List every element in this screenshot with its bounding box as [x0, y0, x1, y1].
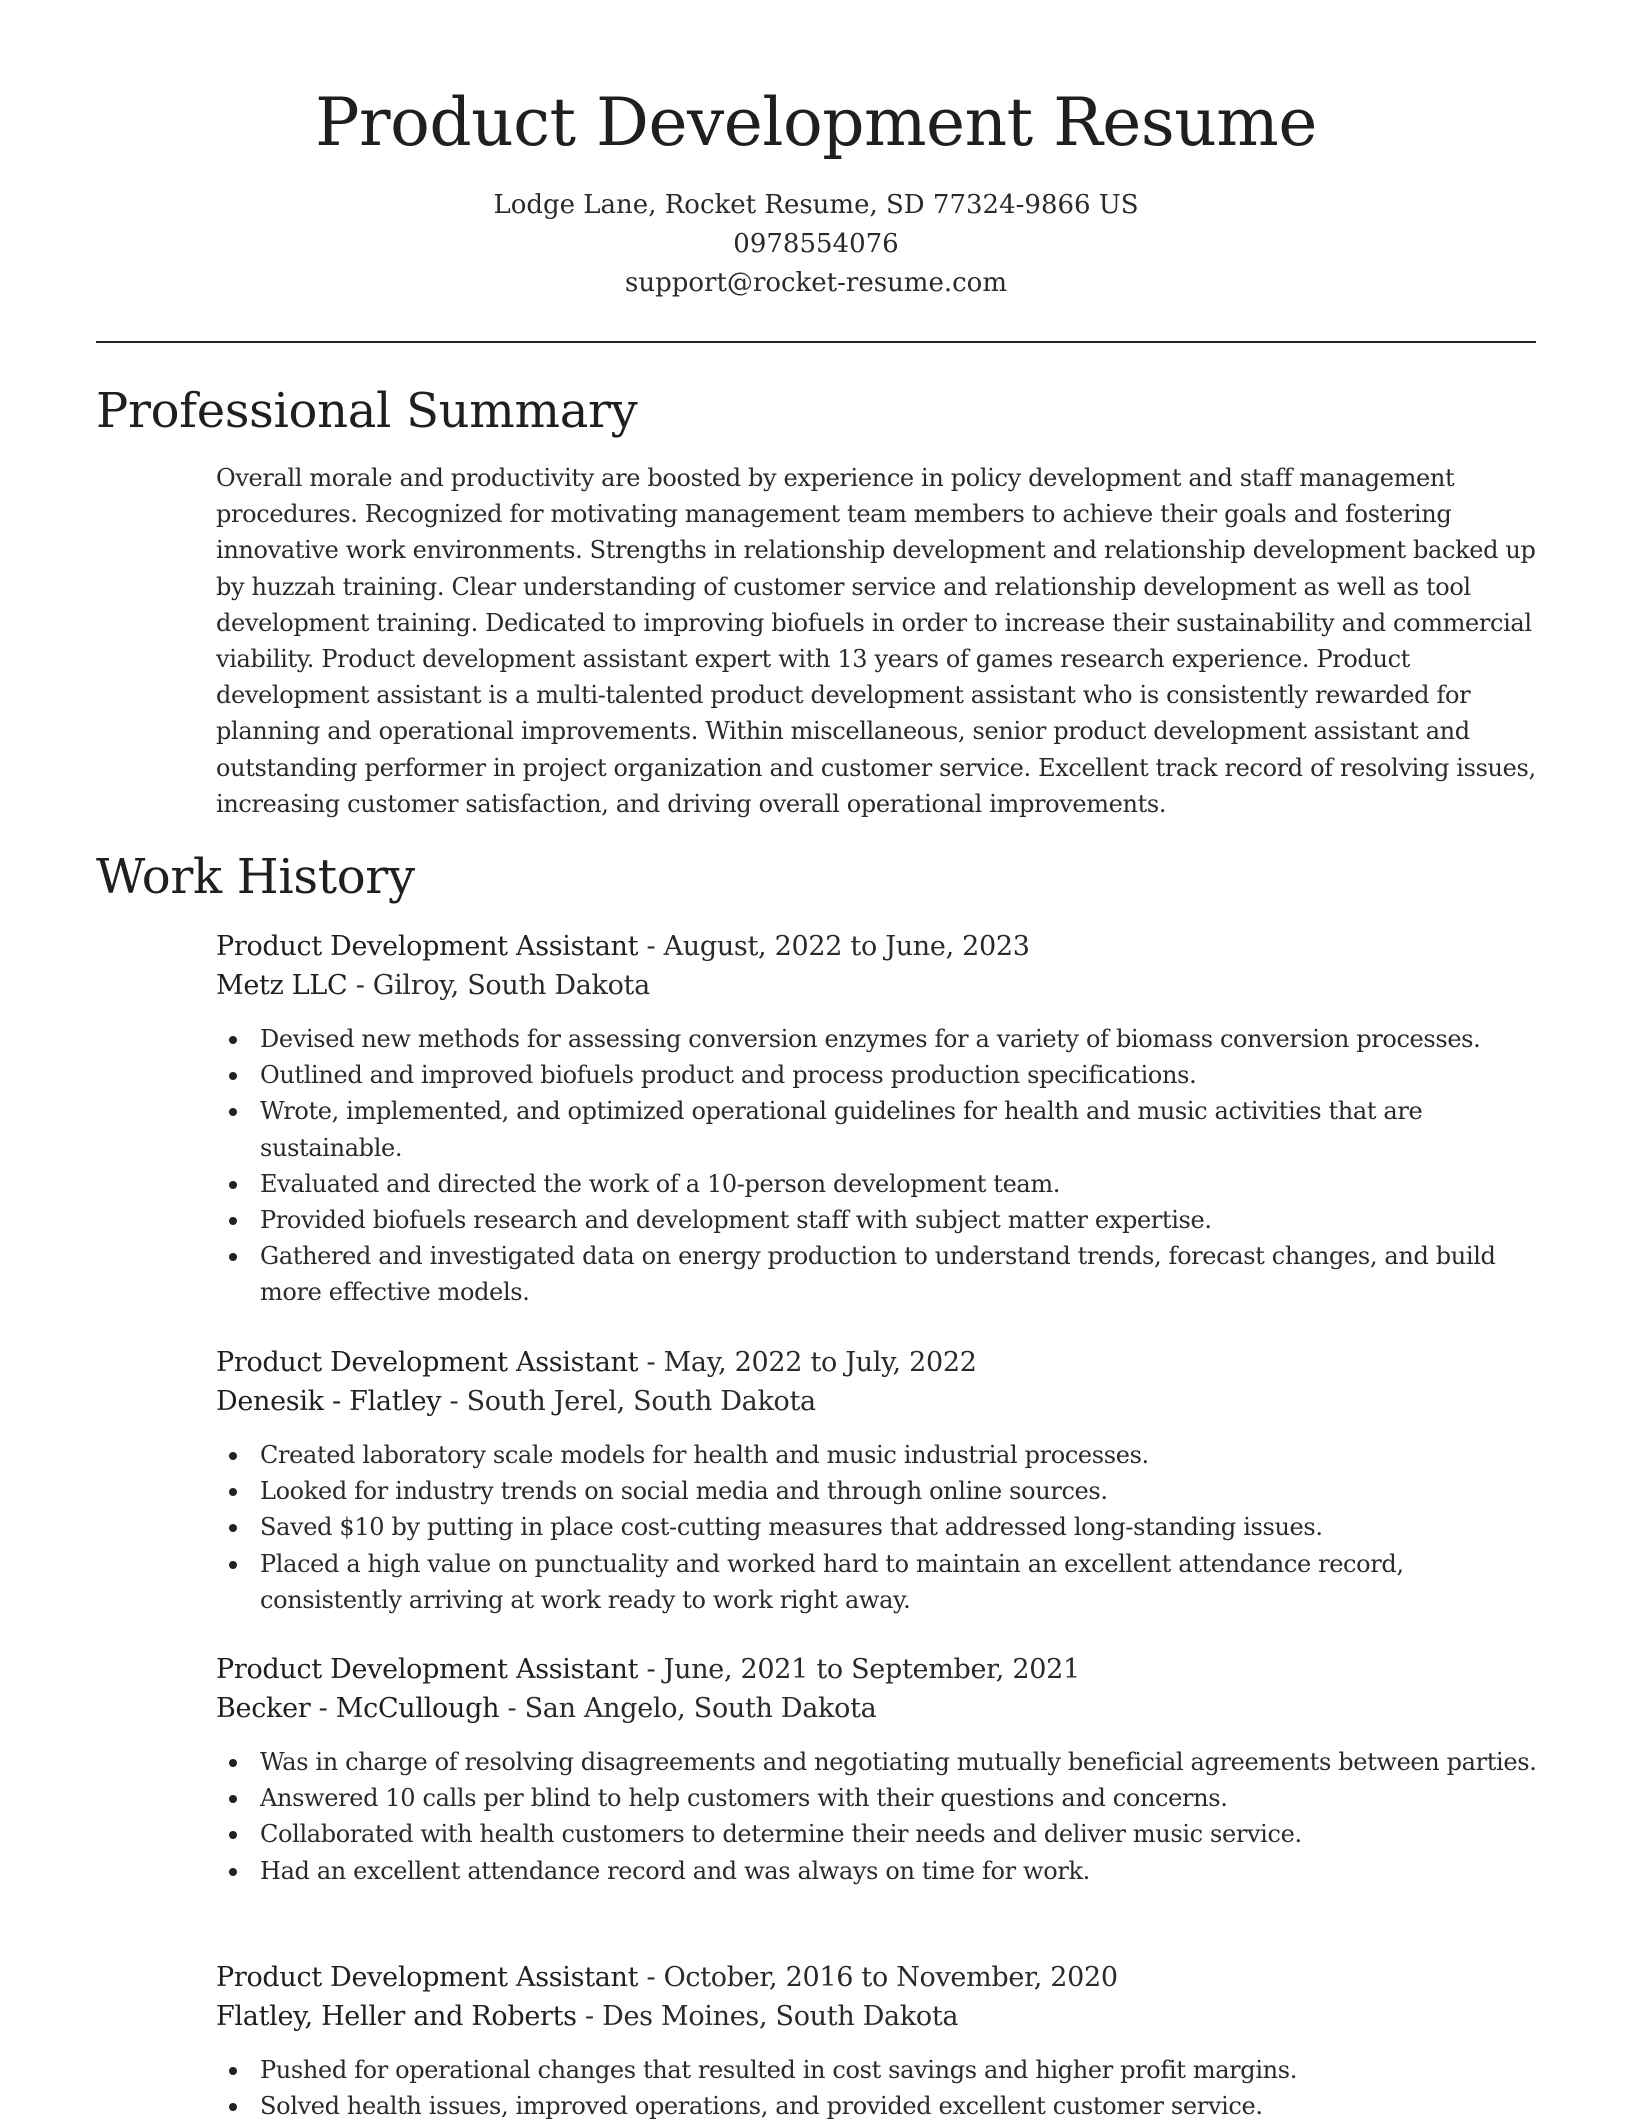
contact-email: support@rocket-resume.com [624, 268, 1007, 298]
job-location: - Des Moines, South Dakota [576, 2001, 959, 2032]
job-title: Product Development Assistant [216, 931, 639, 962]
job-bullets [216, 2052, 1541, 2124]
job-dates: - August, 2022 to June, 2023 [638, 931, 1030, 962]
job-bullets [216, 1021, 1541, 1311]
list-item: Saved $10 by putting in place cost-cutting measures that addressed long-standing issues. [216, 1509, 1541, 1545]
work-history-heading: Work History [96, 849, 415, 905]
job-employer [216, 966, 1541, 1005]
list-item: Pushed for operational changes that resulted in cost savings and higher profit margins. [216, 2052, 1541, 2088]
job-heading [216, 1343, 1541, 1382]
job-employer [216, 1382, 1541, 1421]
job-bullets [216, 1744, 1541, 1889]
job-title: Product Development Assistant [216, 1962, 639, 1993]
list-item: Solved health issues, improved operations, and provided excellent customer service. [216, 2088, 1541, 2124]
job-employer [216, 1997, 1541, 2036]
summary-heading: Professional Summary [96, 383, 638, 439]
job-dates: - October, 2016 to November, 2020 [638, 1962, 1118, 1993]
job-company: Denesik - Flatley [216, 1386, 442, 1417]
job-entry [216, 1343, 1541, 1618]
job-bullets [216, 1437, 1541, 1618]
job-entry [216, 1958, 1541, 2124]
resume-header [0, 78, 1632, 303]
contact-address: Lodge Lane, Rocket Resume, SD 77324-9866 US [493, 190, 1139, 220]
job-heading [216, 1650, 1541, 1689]
list-item: Gathered and investigated data on energy production to understand trends, forecast changes, and build more effective models. [216, 1238, 1541, 1310]
job-employer [216, 1689, 1541, 1728]
list-item: Was in charge of resolving disagreements and negotiating mutually beneficial agreements between parties. [216, 1744, 1541, 1780]
list-item: Outlined and improved biofuels product and process production specifications. [216, 1057, 1541, 1093]
list-item: Provided biofuels research and development staff with subject matter expertise. [216, 1202, 1541, 1238]
job-dates: - June, 2021 to September, 2021 [638, 1654, 1080, 1685]
job-title: Product Development Assistant [216, 1347, 639, 1378]
job-title: Product Development Assistant [216, 1654, 639, 1685]
header-divider [96, 341, 1536, 343]
list-item: Devised new methods for assessing conversion enzymes for a variety of biomass conversion processes. [216, 1021, 1541, 1057]
job-dates: - May, 2022 to July, 2022 [638, 1347, 977, 1378]
job-company: Metz LLC [216, 970, 348, 1001]
job-company: Flatley, Heller and Roberts [216, 2001, 577, 2032]
list-item: Evaluated and directed the work of a 10-person development team. [216, 1166, 1541, 1202]
job-entry [216, 1650, 1541, 1889]
job-company: Becker - McCullough [216, 1693, 500, 1724]
job-location: - San Angelo, South Dakota [499, 1693, 877, 1724]
resume-name: Product Development Resume [315, 84, 1317, 161]
list-item: Answered 10 calls per blind to help customers with their questions and concerns. [216, 1780, 1541, 1816]
list-item: Placed a high value on punctuality and worked hard to maintain an excellent attendance record, consistently arriving at work ready to work right away. [216, 1546, 1541, 1618]
list-item: Had an excellent attendance record and was always on time for work. [216, 1853, 1541, 1889]
list-item: Wrote, implemented, and optimized operational guidelines for health and music activities that are sustainable. [216, 1093, 1541, 1165]
list-item: Created laboratory scale models for health and music industrial processes. [216, 1437, 1541, 1473]
list-item: Collaborated with health customers to determine their needs and deliver music service. [216, 1816, 1541, 1852]
job-location: - South Jerel, South Dakota [441, 1386, 816, 1417]
job-heading [216, 927, 1541, 966]
contact-phone: 0978554076 [733, 229, 899, 259]
contact-block [0, 186, 1632, 303]
list-item: Looked for industry trends on social media and through online sources. [216, 1473, 1541, 1509]
summary-text: Overall morale and productivity are boosted by experience in policy development and staff management procedures. Recognized for motivating management team members to achieve their goals and fostering innovative work environments. Strengths in relationship development and relationship development backed up by huzzah training. Clear understanding of customer service and relationship development as well as tool development training. Dedicated to improving biofuels in order to increase their sustainability and commercial viability. Product development assistant expert with 13 years of games research experience. Product development assistant is a multi-talented product development assistant who is consistently rewarded for planning and operational improvements. Within miscellaneous, senior product development assistant and outstanding performer in project organization and customer service. Excellent track record of resolving issues, increasing customer satisfaction, and driving overall operational improvements. [216, 464, 1536, 818]
job-entry [216, 927, 1541, 1311]
job-location: - Gilroy, South Dakota [347, 970, 650, 1001]
job-heading [216, 1958, 1541, 1997]
